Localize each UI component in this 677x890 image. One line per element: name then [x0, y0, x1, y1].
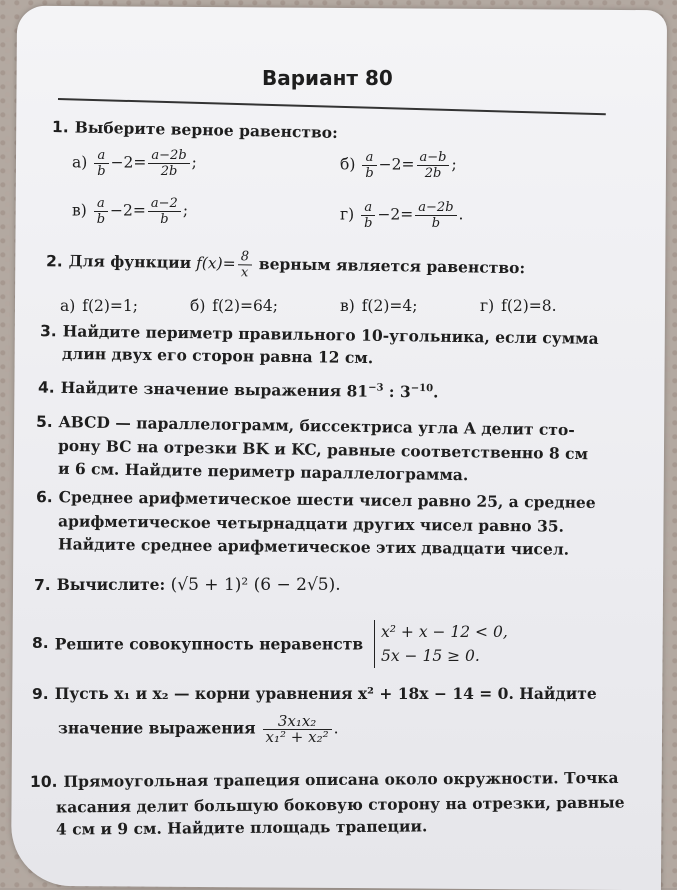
denominator: b — [96, 212, 106, 227]
numerator: a — [361, 200, 375, 216]
operator: −2= — [378, 155, 415, 174]
task-1-option-a — [72, 148, 197, 179]
numerator: a−2b — [148, 148, 189, 164]
exponent: −3 — [368, 382, 384, 394]
numerator: a−b — [417, 150, 450, 166]
task-number: 4. — [37, 378, 55, 397]
option: б) f(2)=64; — [190, 297, 278, 315]
task-text: верным является равенство: — [258, 254, 526, 278]
option: а) f(2)=1; — [60, 297, 138, 315]
denominator: 2b — [424, 166, 442, 181]
numerator: a — [94, 196, 108, 212]
denominator: x₁² + x₂² — [265, 728, 329, 746]
task-text: ABCD — параллелограмм, биссектриса угла A делит сто- — [58, 412, 575, 440]
task-number: 6. — [35, 488, 53, 507]
fraction — [415, 200, 456, 231]
option-label: б) — [340, 155, 356, 174]
task-5-line-1 — [36, 412, 575, 439]
numerator: 8 — [238, 249, 253, 265]
task-1-option-b — [340, 150, 457, 181]
task-2-options — [60, 297, 557, 315]
task-text: Найдите периметр правильного 10-угольника, если сумма — [62, 321, 599, 348]
fraction — [94, 196, 108, 227]
numerator: a−2b — [415, 200, 456, 216]
task-number: 7. — [34, 576, 51, 594]
task-8 — [32, 620, 508, 668]
option: г) f(2)=8. — [480, 297, 557, 315]
task-text: Решите совокупность неравенств — [54, 634, 364, 654]
fraction — [362, 150, 376, 181]
fraction — [148, 148, 189, 179]
numerator: a−2 — [148, 196, 181, 212]
task-6-line-1 — [36, 487, 596, 512]
expr-base: : 3 — [383, 381, 411, 402]
task-9-line-1 — [32, 684, 597, 703]
task-1-question — [52, 117, 338, 142]
task-10-line-1 — [30, 768, 619, 791]
variant-title: Вариант 80 — [262, 66, 393, 90]
operator: −2= — [377, 205, 414, 224]
task-text: Вычислите: — [56, 575, 166, 594]
task-text: Среднее арифметическое шести чисел равно 25, а среднее — [58, 487, 596, 512]
fraction — [417, 150, 450, 181]
denominator: x — [240, 265, 249, 281]
punct: ; — [182, 201, 189, 220]
punct: . — [432, 382, 439, 402]
task-6-line-2: арифметическое четырнадцати других чисел равно 35. — [57, 511, 565, 536]
math-expression: (√5 + 1)² (6 − 2√5). — [170, 575, 341, 595]
task-9-line-2 — [58, 714, 339, 745]
operator: −2= — [110, 153, 147, 172]
task-3-line-2: длин двух его сторон равна 12 см. — [61, 343, 374, 368]
numerator: 3x₁x₂ — [263, 714, 332, 730]
numerator: a — [362, 150, 376, 166]
task-10-line-3: 4 см и 9 см. Найдите площадь трапеции. — [55, 816, 428, 839]
task-text: Прямоугольная трапеция описана около окружности. Точка — [63, 767, 619, 791]
task-text: значение выражения — [58, 718, 256, 738]
task-number: 2. — [45, 251, 63, 270]
task-10-line-2: касания делит большую боковую сторону на отрезки, равные — [55, 792, 625, 817]
operator: −2= — [110, 201, 146, 220]
task-text: Пусть x₁ и x₂ — корни уравнения x² + 18x − 14 = 0. Найдите — [54, 684, 597, 703]
fraction — [263, 714, 332, 745]
denominator: b — [364, 216, 373, 231]
function-expr: f(x)= — [195, 254, 236, 273]
task-4 — [38, 378, 439, 402]
fraction — [237, 249, 252, 280]
fraction — [148, 196, 181, 227]
denominator: b — [160, 212, 169, 227]
option-label: г) — [340, 205, 355, 224]
numerator: a — [94, 148, 108, 164]
punct: ; — [451, 155, 457, 174]
option: в) f(2)=4; — [340, 297, 418, 315]
punct: ; — [191, 153, 197, 172]
option-label: а) — [72, 153, 88, 172]
task-number: 1. — [51, 118, 69, 137]
task-number: 5. — [35, 412, 53, 432]
task-5-line-2: рону BC на отрезки BK и KC, равные соответственно 8 см — [57, 435, 589, 464]
expr-base: 81 — [346, 381, 369, 401]
denominator: b — [365, 166, 374, 181]
task-6-line-3: Найдите среднее арифметическое этих двадцати чисел. — [57, 534, 570, 559]
title-rule — [58, 98, 606, 115]
task-text: Выберите верное равенство: — [74, 117, 339, 142]
denominator: b — [431, 216, 441, 231]
fraction — [361, 200, 375, 231]
denominator: b — [97, 164, 106, 179]
task-number: 3. — [39, 322, 57, 341]
task-7 — [34, 575, 341, 595]
exponent: −10 — [410, 382, 434, 395]
task-2-question — [46, 246, 526, 285]
task-5-line-3: и 6 см. Найдите периметр параллелограмма. — [57, 458, 469, 485]
inequality-system — [374, 620, 508, 668]
task-1-option-g — [340, 200, 463, 231]
task-number: 10. — [29, 772, 58, 792]
task-text: Для функции — [68, 251, 192, 273]
task-1-option-v — [72, 196, 188, 227]
option-label: в) — [72, 201, 87, 220]
task-number: 8. — [32, 634, 49, 652]
inequality: 5x − 15 ≥ 0. — [381, 647, 480, 665]
fraction — [94, 148, 108, 179]
task-text: Найдите значение выражения — [60, 377, 342, 401]
punct: . — [333, 719, 339, 738]
denominator: 2b — [160, 164, 178, 179]
inequality: x² + x − 12 < 0, — [381, 623, 508, 641]
punct: . — [458, 205, 464, 224]
task-number: 9. — [32, 685, 49, 703]
